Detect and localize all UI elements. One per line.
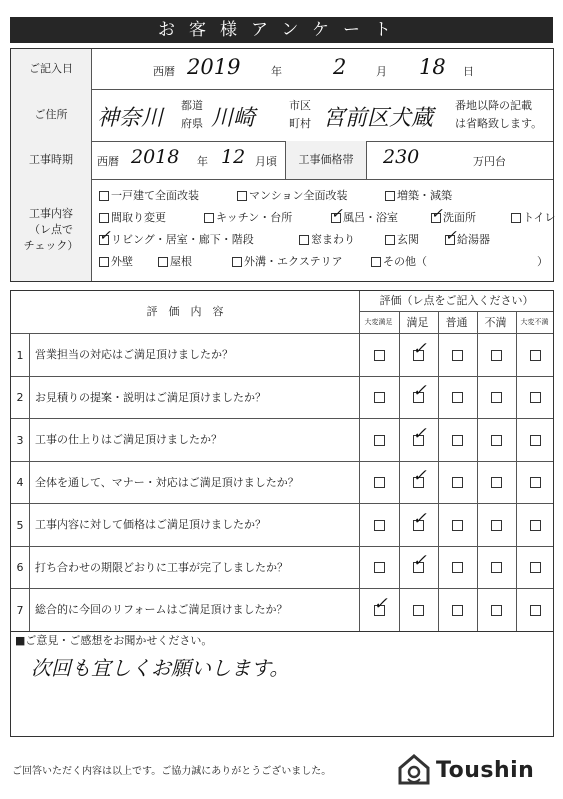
work-option-checkbox[interactable]: [385, 191, 395, 201]
rating-checkbox[interactable]: [412, 423, 427, 446]
rating-cell-0[interactable]: [360, 462, 398, 504]
rating-checkbox[interactable]: [452, 350, 463, 361]
rating-cell-3[interactable]: [477, 462, 515, 504]
rating-checkbox[interactable]: [530, 392, 541, 403]
question-text: 打ち合わせの期限どおりに工事が完了しましたか？: [35, 560, 288, 574]
work-option-checkbox[interactable]: [232, 257, 242, 267]
work-option-label: 外溝・エクステリア: [244, 255, 343, 268]
work-price-unit: 万円台: [473, 155, 506, 168]
address-note-line2: は省略致します。: [455, 117, 543, 130]
scale-label-4: 大変不満: [520, 318, 549, 326]
question-text: 全体を通して、マナー・対応はご満足頂けましたか？: [35, 475, 299, 489]
rating-checkbox[interactable]: [491, 520, 502, 531]
work-period-row: [11, 141, 553, 180]
customer-info-block: [10, 48, 554, 282]
rating-cell-2[interactable]: [438, 419, 476, 461]
check-mark-icon: ✓: [373, 593, 388, 614]
work-option-label: 一戸建て全面改装: [111, 189, 199, 202]
check-mark-icon: ✓: [412, 381, 427, 401]
rating-checkbox[interactable]: [530, 605, 541, 616]
evaluation-row: [11, 503, 553, 546]
scale-label-3: 不満: [484, 316, 507, 329]
rating-checkbox[interactable]: [374, 477, 385, 488]
work-option-9[interactable]: [299, 231, 355, 247]
work-price-label: 工事価格帯: [285, 141, 367, 179]
address-prefecture[interactable]: 神奈川: [97, 106, 164, 131]
question-text: 工事内容に対して価格はご満足頂けましたか？: [35, 518, 266, 531]
question-number: 6: [11, 547, 30, 589]
comments-section: [10, 630, 554, 737]
rating-cell-3[interactable]: [477, 419, 515, 461]
check-mark-icon: ✓: [412, 466, 427, 486]
address-pref-suffix-bottom: 府県: [181, 117, 203, 130]
work-option-label: 風呂・浴室: [343, 211, 398, 224]
address-row: [11, 89, 553, 142]
work-option-checkbox[interactable]: [237, 191, 247, 201]
work-option-checkbox[interactable]: [99, 191, 109, 201]
fill-date-row: [11, 49, 553, 90]
fill-date-month-unit: 月: [376, 65, 387, 78]
rating-cell-2[interactable]: [438, 334, 476, 376]
rating-cell-0[interactable]: [360, 334, 398, 376]
evaluation-row: [11, 333, 553, 376]
rating-cell-1[interactable]: [399, 589, 437, 631]
question-text: お見積りの提案・説明はご満足頂けましたか？: [35, 390, 266, 404]
rating-cell-4[interactable]: [516, 504, 554, 546]
evaluation-content-header: 評 価 内 容: [11, 291, 360, 333]
rating-cell-4[interactable]: [516, 419, 554, 461]
rating-cell-0[interactable]: [360, 589, 398, 631]
work-option-label: 外壁: [111, 255, 133, 268]
rating-checkbox[interactable]: [374, 562, 385, 573]
question-text: 営業担当の対応はご満足頂けましたか？: [35, 348, 233, 361]
work-option-checkbox[interactable]: [385, 235, 395, 245]
fill-date-year[interactable]: 2019: [187, 55, 241, 79]
work-option-checkbox[interactable]: [99, 257, 109, 267]
rating-cell-3[interactable]: [477, 547, 515, 589]
question-number: 7: [11, 589, 30, 631]
work-option-15[interactable]: [371, 253, 548, 269]
work-option-label: 給湯器: [457, 233, 490, 246]
rating-checkbox[interactable]: [412, 381, 427, 403]
work-option-label: 窓まわり: [311, 233, 355, 246]
evaluation-table: [10, 290, 554, 632]
question-number: 2: [11, 377, 30, 419]
check-mark-icon: ✓: [412, 338, 427, 359]
rating-checkbox[interactable]: [413, 605, 424, 616]
rating-cell-1[interactable]: [399, 462, 437, 504]
rating-cell-4[interactable]: [516, 377, 554, 419]
rating-checkbox[interactable]: [491, 605, 502, 616]
work-option-checkbox[interactable]: [99, 213, 109, 223]
work-option-checkbox[interactable]: [445, 228, 457, 245]
rating-cell-3[interactable]: [477, 589, 515, 631]
rating-checkbox[interactable]: [374, 520, 385, 531]
brand-name: Toushin: [436, 758, 535, 783]
work-option-10[interactable]: [385, 231, 419, 247]
work-option-label: キッチン・台所: [216, 211, 293, 224]
rating-checkbox[interactable]: [374, 435, 385, 446]
work-option-checkbox[interactable]: [371, 257, 381, 267]
work-option-2[interactable]: [385, 187, 452, 203]
check-mark-icon: ✓: [99, 228, 111, 244]
rating-cell-3[interactable]: [477, 334, 515, 376]
rating-cell-0[interactable]: [360, 377, 398, 419]
rating-checkbox[interactable]: [412, 338, 427, 361]
scale-label-0: 大変満足: [364, 318, 393, 326]
column-divider: [438, 312, 439, 631]
address-ward[interactable]: 宮前区犬蔵: [323, 106, 434, 131]
evaluation-row: [11, 418, 553, 461]
rating-checkbox[interactable]: [452, 392, 463, 403]
rating-cell-2[interactable]: [438, 547, 476, 589]
column-divider: [516, 312, 517, 631]
work-option-label: 屋根: [170, 255, 192, 268]
work-option-11[interactable]: [445, 228, 490, 247]
work-period-month[interactable]: 12: [221, 146, 246, 168]
rating-checkbox[interactable]: [452, 605, 463, 616]
rating-cell-2[interactable]: [438, 377, 476, 419]
fill-date-year-unit: 年: [271, 65, 282, 78]
column-divider: [477, 312, 478, 631]
work-option-checkbox[interactable]: [299, 235, 309, 245]
rating-checkbox[interactable]: [530, 562, 541, 573]
rating-cell-1[interactable]: [399, 504, 437, 546]
evaluation-row: [11, 546, 553, 589]
work-period-label: 工事時期: [11, 141, 92, 179]
fill-date-day-unit: 日: [463, 65, 474, 78]
rating-checkbox[interactable]: [452, 562, 463, 573]
work-option-checkbox[interactable]: [511, 213, 521, 223]
rating-cell-0[interactable]: [360, 419, 398, 461]
work-option-label: リビング・居室・廊下・階段: [111, 233, 254, 246]
work-period-era: 西暦: [97, 155, 119, 168]
rating-cell-2[interactable]: [438, 589, 476, 631]
work-option-checkbox[interactable]: [158, 257, 168, 267]
work-content-label-line1: 工事内容: [29, 207, 73, 220]
rating-checkbox[interactable]: [491, 435, 502, 446]
address-city[interactable]: 川崎: [211, 106, 256, 131]
work-option-label: 洗面所: [443, 211, 476, 224]
fill-date-label: ご記入日: [11, 49, 92, 89]
address-city-suffix-bottom: 町村: [289, 117, 311, 130]
work-option-13[interactable]: [158, 253, 192, 269]
check-mark-icon: ✓: [412, 551, 427, 571]
rating-checkbox[interactable]: [374, 350, 385, 361]
work-option-7[interactable]: [511, 209, 555, 225]
rating-cell-4[interactable]: [516, 589, 554, 631]
rating-checkbox[interactable]: [452, 520, 463, 531]
rating-checkbox[interactable]: [530, 477, 541, 488]
work-option-3[interactable]: [99, 209, 166, 225]
rating-checkbox[interactable]: [491, 562, 502, 573]
rating-cell-4[interactable]: [516, 547, 554, 589]
evaluation-row: [11, 588, 553, 631]
evaluation-rating-header: 評価（レ点をご記入ください）: [360, 291, 553, 312]
check-mark-icon: ✓: [431, 206, 443, 222]
rating-cell-3[interactable]: [477, 504, 515, 546]
comments-text[interactable]: 次回も宜しくお願いします。: [31, 656, 290, 680]
footer-thanks: ご回答いただく内容は以上です。ご協力誠にありがとうございました。: [12, 766, 332, 777]
rating-checkbox[interactable]: [452, 435, 463, 446]
work-period-month-unit: 月頃: [255, 155, 277, 168]
work-option-14[interactable]: [232, 253, 343, 269]
scale-label-2: 普通: [445, 316, 468, 329]
work-option-label: 増築・減築: [397, 189, 452, 202]
scale-label-1: 満足: [406, 316, 429, 329]
question-number: 3: [11, 419, 30, 461]
rating-checkbox[interactable]: [412, 508, 427, 531]
work-option-checkbox[interactable]: [431, 206, 443, 223]
rating-cell-4[interactable]: [516, 334, 554, 376]
work-option-4[interactable]: [204, 209, 292, 225]
rating-checkbox[interactable]: [491, 477, 502, 488]
work-option-0[interactable]: [99, 187, 199, 203]
rating-checkbox[interactable]: [491, 392, 502, 403]
address-label: ご住所: [11, 89, 92, 141]
work-content-label: [11, 179, 92, 281]
rating-cell-0[interactable]: [360, 547, 398, 589]
rating-cell-1[interactable]: [399, 377, 437, 419]
check-mark-icon: ✓: [412, 508, 427, 529]
rating-cell-4[interactable]: [516, 462, 554, 504]
work-period-year[interactable]: 2018: [131, 146, 180, 168]
rating-cell-3[interactable]: [477, 377, 515, 419]
check-mark-icon: ✓: [412, 423, 427, 444]
work-option-8[interactable]: [99, 228, 254, 247]
brand-logo: [396, 752, 432, 790]
rating-checkbox[interactable]: [530, 520, 541, 531]
rating-cell-1[interactable]: [399, 334, 437, 376]
work-option-label: トイレ: [523, 211, 556, 224]
question-number: 1: [11, 334, 30, 376]
rating-cell-2[interactable]: [438, 504, 476, 546]
check-mark-icon: ✓: [331, 206, 343, 222]
house-logo-icon: [396, 752, 432, 786]
rating-cell-0[interactable]: [360, 504, 398, 546]
address-city-suffix-top: 市区: [289, 99, 311, 112]
rating-checkbox[interactable]: [452, 477, 463, 488]
work-option-label: 玄関: [397, 233, 419, 246]
work-option-label: 間取り変更: [111, 211, 166, 224]
work-option-6[interactable]: [431, 206, 476, 225]
fill-date-day[interactable]: 18: [419, 55, 446, 79]
evaluation-row: [11, 461, 553, 504]
rating-checkbox[interactable]: [374, 392, 385, 403]
work-option-label: マンション全面改装: [249, 189, 348, 202]
question-text: 総合的に今回のリフォームはご満足頂けましたか？: [35, 603, 288, 616]
work-option-checkbox[interactable]: [204, 213, 214, 223]
column-divider: [399, 312, 400, 631]
work-option-5[interactable]: [331, 206, 398, 225]
rating-checkbox[interactable]: [373, 593, 388, 616]
work-price-value[interactable]: 230: [383, 146, 420, 168]
comments-prompt: ■ご意見・ご感想をお聞かせください。: [15, 634, 213, 647]
fill-date-era: 西暦: [153, 65, 175, 78]
question-text: 工事の仕上りはご満足頂けましたか？: [35, 433, 222, 446]
work-option-checkbox[interactable]: [99, 228, 111, 245]
work-content-label-line2: （レ点で: [29, 223, 73, 236]
work-option-12[interactable]: [99, 253, 133, 269]
fill-date-month[interactable]: 2: [333, 55, 347, 79]
work-content-row: [11, 179, 556, 281]
rating-checkbox[interactable]: [530, 435, 541, 446]
rating-cell-1[interactable]: [399, 547, 437, 589]
evaluation-row: [11, 376, 553, 419]
survey-title: お客様アンケート: [10, 17, 553, 43]
question-number: 4: [11, 462, 30, 504]
work-option-label: その他（ ）: [383, 255, 548, 268]
work-option-checkbox[interactable]: [331, 206, 343, 223]
rating-cell-2[interactable]: [438, 462, 476, 504]
rating-checkbox[interactable]: [412, 466, 427, 488]
work-period-year-unit: 年: [197, 155, 208, 168]
work-option-1[interactable]: [237, 187, 348, 203]
rating-cell-1[interactable]: [399, 419, 437, 461]
address-note-line1: 番地以降の記載: [455, 99, 532, 112]
rating-checkbox[interactable]: [412, 551, 427, 573]
check-mark-icon: ✓: [445, 228, 457, 244]
rating-checkbox[interactable]: [530, 350, 541, 361]
work-content-label-line3: チェック）: [23, 239, 79, 252]
question-number: 5: [11, 504, 30, 546]
address-pref-suffix-top: 都道: [181, 99, 203, 112]
rating-checkbox[interactable]: [491, 350, 502, 361]
